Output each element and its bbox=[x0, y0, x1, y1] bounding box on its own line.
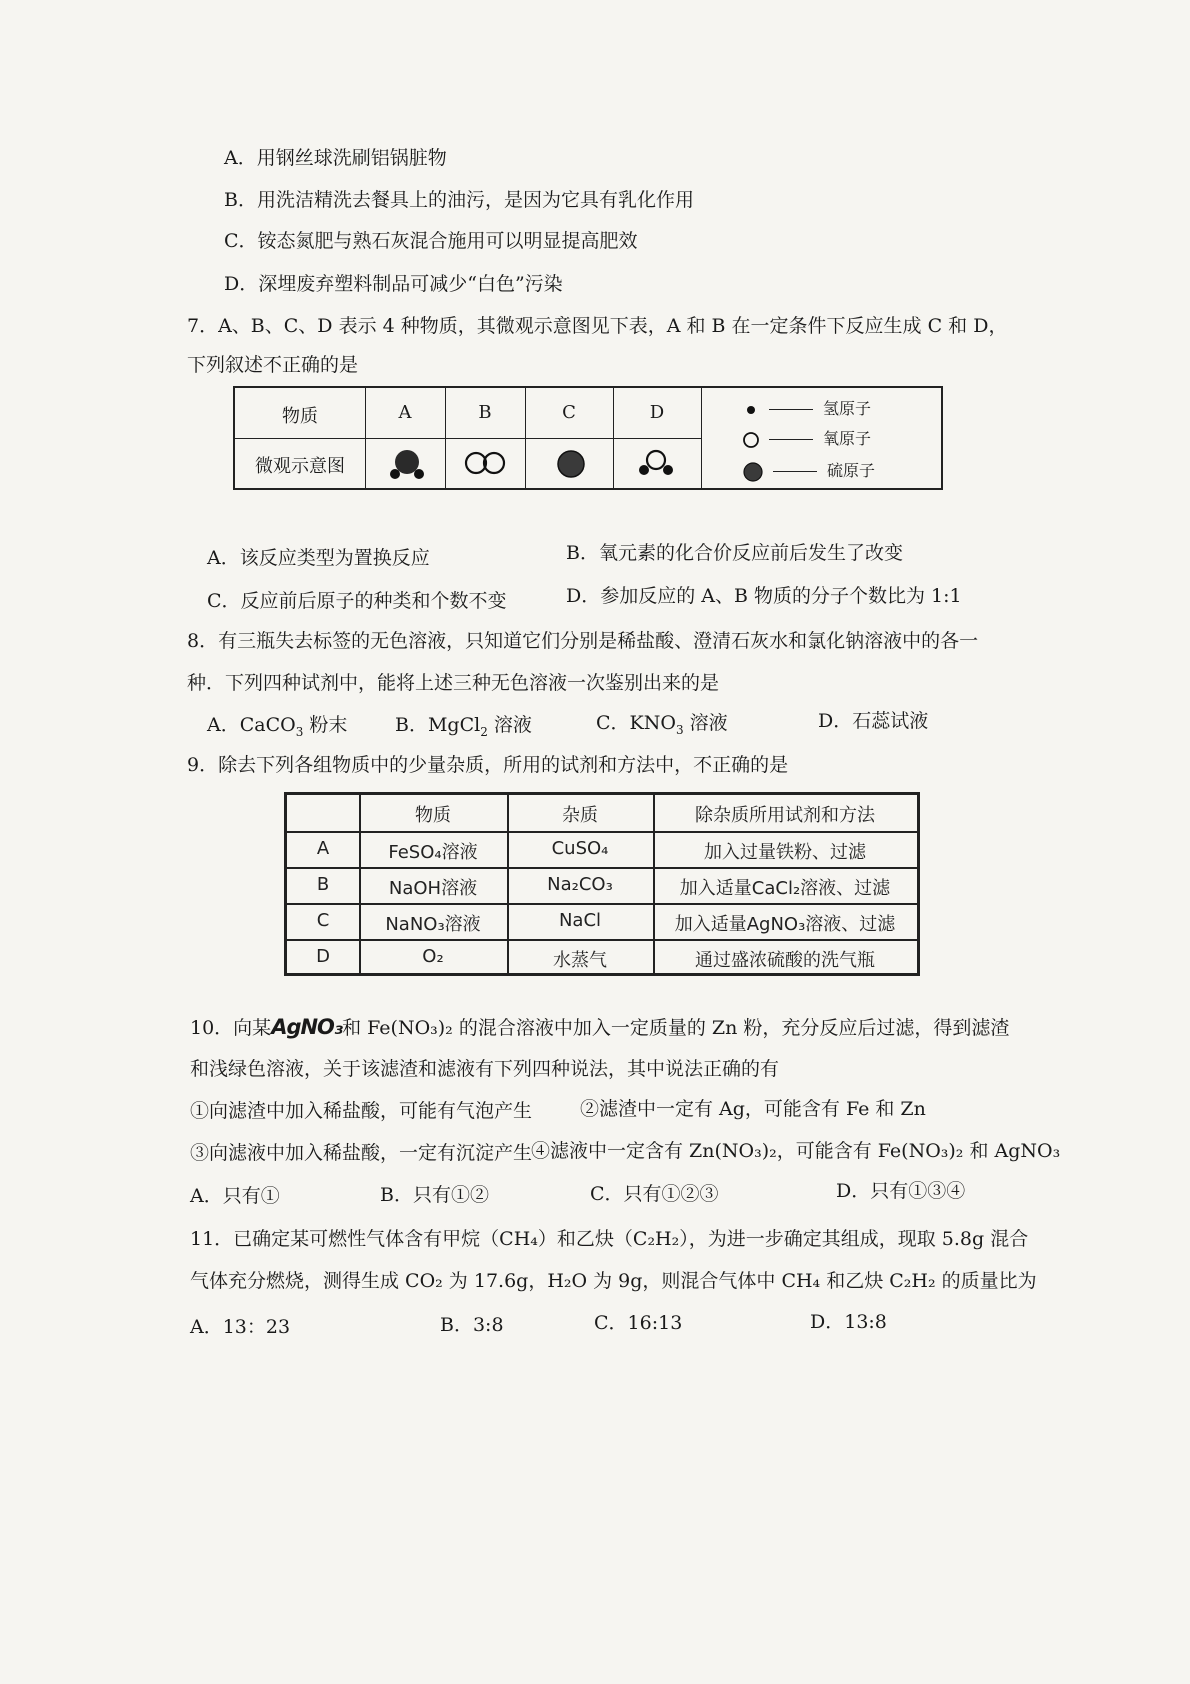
h2s-molecule-icon bbox=[385, 444, 429, 484]
legend-hydrogen-label: 氢原子 bbox=[823, 399, 872, 418]
q9-row-method: 通过盛浓硫酸的洗气瓶 bbox=[695, 950, 875, 971]
q9-row-impurity: 水蒸气 bbox=[553, 950, 607, 971]
q8-option-d: D．石蕊试液 bbox=[818, 710, 929, 732]
q10-statement-3: ③向滤液中加入稀盐酸，一定有沉淀产生 bbox=[190, 1142, 533, 1164]
q11-option-b: B．3:8 bbox=[440, 1314, 504, 1336]
q6-option-b: B．用洗洁精洗去餐具上的油污，是因为它具有乳化作用 bbox=[224, 189, 694, 211]
q8-option-a-suffix: 粉末 bbox=[303, 714, 348, 736]
q9-row-method: 加入过量铁粉、过滤 bbox=[704, 842, 866, 863]
q8-option-a-sub: 3 bbox=[295, 724, 304, 739]
q7-stem-line2: 下列叙述不正确的是 bbox=[187, 354, 359, 376]
q8-option-b-suffix: 溶液 bbox=[487, 714, 532, 736]
q11-option-d: D．13:8 bbox=[810, 1311, 887, 1333]
q8-option-c-text: C．KNO bbox=[596, 712, 676, 734]
legend-oxygen-label: 氧原子 bbox=[823, 429, 872, 448]
legend-oxygen bbox=[743, 426, 871, 449]
legend-sulfur-label: 硫原子 bbox=[827, 461, 876, 480]
q10-handwritten-formula: AgNO₃ bbox=[271, 1015, 343, 1039]
q8-option-b bbox=[395, 712, 532, 738]
q9-row-substance: NaOH溶液 bbox=[388, 878, 478, 899]
q10-option-d: D．只有①③④ bbox=[836, 1180, 966, 1202]
sulfur-molecule-icon bbox=[551, 444, 591, 484]
o2-molecule-icon bbox=[460, 446, 510, 480]
q9-row-method: 加入适量CaCl₂溶液、过滤 bbox=[679, 878, 891, 899]
q7-option-a: A．该反应类型为置换反应 bbox=[207, 547, 430, 569]
q7-molecule-table bbox=[233, 386, 943, 490]
q6-option-d: D．深埋废弃塑料制品可减少“白色”污染 bbox=[224, 273, 563, 295]
q9-header-impurity: 杂质 bbox=[562, 805, 598, 826]
q9-row-substance: O₂ bbox=[422, 946, 444, 967]
q7-option-c: C．反应前后原子的种类和个数不变 bbox=[207, 590, 507, 612]
q8-option-c bbox=[596, 710, 728, 736]
q7-header-substance: 物质 bbox=[282, 406, 318, 427]
q9-row-impurity: Na₂CO₃ bbox=[547, 874, 613, 895]
q7-header-micro: 微观示意图 bbox=[255, 456, 345, 477]
q11-option-c: C．16:13 bbox=[594, 1312, 683, 1334]
q11-stem-line2: 气体充分燃烧，测得生成 CO₂ 为 17.6g，H₂O 为 9g，则混合气体中 CH₄ 和乙炔 C₂H₂ 的质量比为 bbox=[190, 1270, 1037, 1292]
q10-stem-line1 bbox=[190, 1014, 1009, 1041]
q10-stem-line2: 和浅绿色溶液，关于该滤渣和滤液有下列四种说法，其中说法正确的有 bbox=[190, 1058, 780, 1080]
legend-sulfur bbox=[743, 458, 875, 482]
q11-option-a: A．13：23 bbox=[190, 1316, 291, 1338]
q8-option-b-sub: 2 bbox=[480, 724, 488, 739]
q10-statement-1: ①向滤渣中加入稀盐酸，可能有气泡产生 bbox=[190, 1100, 533, 1122]
q8-option-a-text: A．CaCO bbox=[207, 714, 296, 736]
q9-header-substance: 物质 bbox=[415, 805, 451, 826]
q7-stem-line1: 7．A、B、C、D 表示 4 种物质，其微观示意图见下表，A 和 B 在一定条件下反应生成 C 和 D， bbox=[187, 315, 1008, 337]
q10-statement-2: ②滤渣中一定有 Ag，可能含有 Fe 和 Zn bbox=[580, 1098, 926, 1120]
q9-row-impurity: CuSO₄ bbox=[551, 838, 609, 859]
hydrogen-atom-icon bbox=[743, 402, 759, 418]
oxygen-atom-icon bbox=[743, 431, 759, 449]
q7-col-d: D bbox=[649, 402, 665, 423]
q9-stem: 9．除去下列各组物质中的少量杂质，所用的试剂和方法中，不正确的是 bbox=[187, 754, 789, 776]
q9-row-method: 加入适量AgNO₃溶液、过滤 bbox=[674, 914, 896, 935]
q9-row-impurity: NaCl bbox=[558, 910, 602, 931]
q9-row-substance: NaNO₃溶液 bbox=[385, 914, 481, 935]
q9-row-label: A bbox=[316, 838, 330, 859]
q8-stem-line2: 种．下列四种试剂中，能将上述三种无色溶液一次鉴别出来的是 bbox=[187, 672, 720, 694]
q10-stem-rest: 和 Fe(NO₃)₂ 的混合溶液中加入一定质量的 Zn 粉，充分反应后过滤，得到滤渣 bbox=[342, 1017, 1010, 1039]
q7-col-b: B bbox=[478, 402, 492, 423]
q8-option-a bbox=[207, 712, 347, 738]
q6-option-a: A．用钢丝球洗刷铝锅脏物 bbox=[224, 147, 447, 169]
q8-option-c-suffix: 溶液 bbox=[683, 712, 728, 734]
q8-option-c-sub: 3 bbox=[675, 722, 684, 737]
q8-stem-line1: 8．有三瓶失去标签的无色溶液，只知道它们分别是稀盐酸、澄清石灰水和氯化钠溶液中的各一 bbox=[187, 630, 979, 652]
q10-option-c: C．只有①②③ bbox=[590, 1183, 719, 1205]
q9-row-label: B bbox=[316, 874, 330, 895]
q7-option-d: D．参加反应的 A、B 物质的分子个数比为 1:1 bbox=[566, 585, 962, 607]
q9-row-substance: FeSO₄溶液 bbox=[388, 842, 478, 863]
q9-impurity-table bbox=[284, 792, 920, 976]
q8-option-b-text: B．MgCl bbox=[395, 714, 481, 736]
q10-option-a: A．只有① bbox=[190, 1185, 280, 1207]
q10-statement-4: ④滤液中一定含有 Zn(NO₃)₂，可能含有 Fe(NO₃)₂ 和 AgNO₃ bbox=[531, 1140, 1061, 1162]
q9-row-label: D bbox=[316, 946, 330, 967]
q10-prefix: 10．向某 bbox=[190, 1017, 272, 1039]
q9-row-label: C bbox=[316, 910, 330, 931]
sulfur-atom-icon bbox=[743, 462, 763, 482]
q9-header-method: 除杂质所用试剂和方法 bbox=[695, 805, 875, 826]
q7-col-a: A bbox=[398, 402, 412, 423]
water-molecule-icon bbox=[633, 444, 679, 480]
q11-stem-line1: 11．已确定某可燃性气体含有甲烷（CH₄）和乙炔（C₂H₂），为进一步确定其组成，现取 5.8g 混合 bbox=[190, 1228, 1029, 1250]
q10-option-b: B．只有①② bbox=[380, 1184, 489, 1206]
legend-hydrogen bbox=[743, 396, 871, 419]
q6-option-c: C．铵态氮肥与熟石灰混合施用可以明显提高肥效 bbox=[224, 230, 638, 252]
q7-option-b: B．氧元素的化合价反应前后发生了改变 bbox=[566, 542, 903, 564]
q7-col-c: C bbox=[562, 402, 576, 423]
